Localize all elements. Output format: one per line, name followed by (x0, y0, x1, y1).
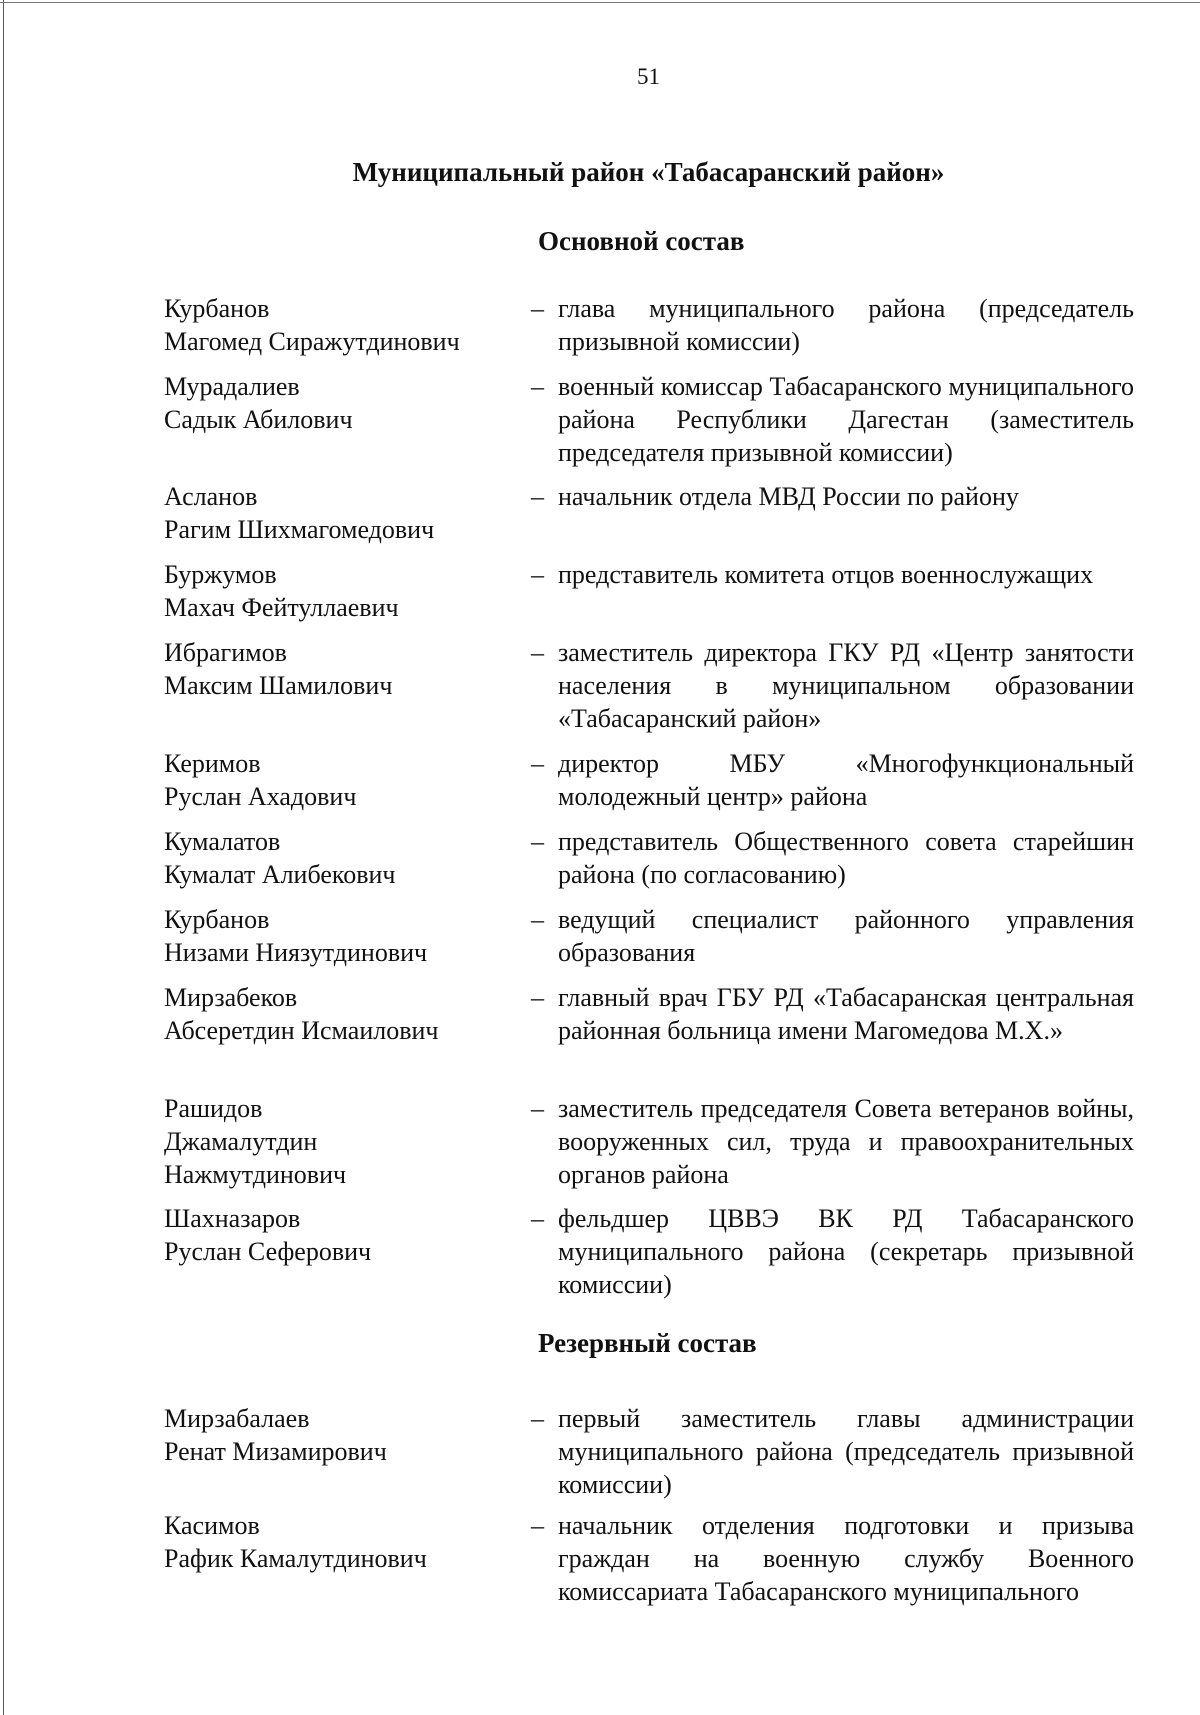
member-given-name-line: Нажмутдинович (164, 1160, 347, 1189)
dash-separator: – (531, 1094, 544, 1123)
member-surname: Мирзабеков (164, 983, 298, 1012)
member-name (164, 825, 524, 891)
dash-separator: – (531, 983, 544, 1012)
member-name (164, 370, 524, 436)
member-surname: Курбанов (164, 905, 270, 934)
member-name (164, 903, 524, 969)
member-name (164, 1402, 524, 1468)
member-role: директор МБУ «Многофункциональный молодежный центр» района (558, 749, 1134, 811)
member-given-name-line: Рагим Шихмагомедович (164, 515, 435, 544)
member-role: фельдшер ЦВВЭ ВК РД Табасаранского муниципального района (секретарь призывной комиссии) (558, 1204, 1134, 1299)
member-name (164, 1509, 524, 1575)
member-given-name-line: Руслан Ахадович (164, 782, 357, 811)
member-surname: Курбанов (164, 294, 270, 323)
scan-edge-left (3, 0, 4, 1715)
member-role: начальник отдела МВД России по району (558, 482, 1019, 511)
member-given-name-line: Джамалутдин (164, 1127, 318, 1156)
member-surname: Мурадалиев (164, 372, 300, 401)
member-surname: Рашидов (164, 1094, 263, 1123)
member-surname: Касимов (164, 1511, 260, 1540)
member-given-name-line: Кумалат Алибекович (164, 860, 396, 889)
member-surname: Керимов (164, 749, 261, 778)
dash-separator: – (531, 827, 544, 856)
member-given-name-line: Максим Шамилович (164, 671, 393, 700)
dash-separator: – (531, 560, 544, 589)
dash-separator: – (531, 1404, 544, 1433)
member-name (164, 747, 524, 813)
dash-separator: – (531, 749, 544, 778)
page-title: Муниципальный район «Табасаранский район» (352, 157, 945, 187)
member-given-name-line: Рафик Камалутдинович (164, 1544, 427, 1573)
member-surname: Кумалатов (164, 827, 281, 856)
member-role: ведущий специалист районного управления образования (558, 905, 1134, 967)
member-role: заместитель председателя Совета ветеранов войны, вооруженных сил, труда и правоохранительных органов района (558, 1094, 1134, 1189)
reserve-composition-heading: Резервный состав (538, 1328, 757, 1358)
dash-separator: – (531, 1204, 544, 1233)
member-name (164, 1202, 524, 1268)
dash-separator: – (531, 294, 544, 323)
member-role: военный комиссар Табасаранского муниципального района Республики Дагестан (заместитель председателя призывной комиссии) (558, 372, 1134, 467)
member-name (164, 981, 524, 1047)
member-given-name-line: Абсеретдин Исмаилович (164, 1016, 439, 1045)
scan-edge-top (0, 2, 1200, 3)
dash-separator: – (531, 482, 544, 511)
member-surname: Шахназаров (164, 1204, 301, 1233)
member-name (164, 292, 524, 358)
member-surname: Мирзабалаев (164, 1404, 310, 1433)
member-role: глава муниципального района (председатель призывной комиссии) (558, 294, 1134, 356)
dash-separator: – (531, 638, 544, 667)
member-role: представитель комитета отцов военнослужащих (558, 560, 1094, 589)
member-given-name-line: Махач Фейтуллаевич (164, 593, 399, 622)
member-role: представитель Общественного совета старейшин района (по согласованию) (558, 827, 1134, 889)
member-role: главный врач ГБУ РД «Табасаранская центральная районная больница имени Магомедова М.Х.» (558, 983, 1134, 1045)
member-given-name-line: Низами Ниязутдинович (164, 938, 428, 967)
member-name (164, 558, 524, 624)
member-surname: Буржумов (164, 560, 277, 589)
member-given-name-line: Магомед Сиражутдинович (164, 327, 460, 356)
page-number: 51 (637, 64, 660, 89)
main-composition-heading: Основной состав (538, 226, 745, 256)
member-role: заместитель директора ГКУ РД «Центр занятости населения в муниципальном образовании «Табасаранский район» (558, 638, 1134, 733)
member-name (164, 480, 524, 546)
member-surname: Ибрагимов (164, 638, 287, 667)
member-role: первый заместитель главы администрации муниципального района (председатель призывной комиссии) (558, 1404, 1134, 1499)
dash-separator: – (531, 905, 544, 934)
dash-separator: – (531, 372, 544, 401)
member-given-name-line: Руслан Сеферович (164, 1237, 372, 1266)
member-name (164, 636, 524, 702)
member-given-name-line: Садык Абилович (164, 405, 353, 434)
member-given-name-line: Ренат Мизамирович (164, 1437, 387, 1466)
member-role: начальник отделения подготовки и призыва граждан на военную службу Военного комиссариата Табасаранского муниципального (558, 1511, 1134, 1606)
dash-separator: – (531, 1511, 544, 1540)
member-name (164, 1092, 524, 1191)
member-surname: Асланов (164, 482, 258, 511)
